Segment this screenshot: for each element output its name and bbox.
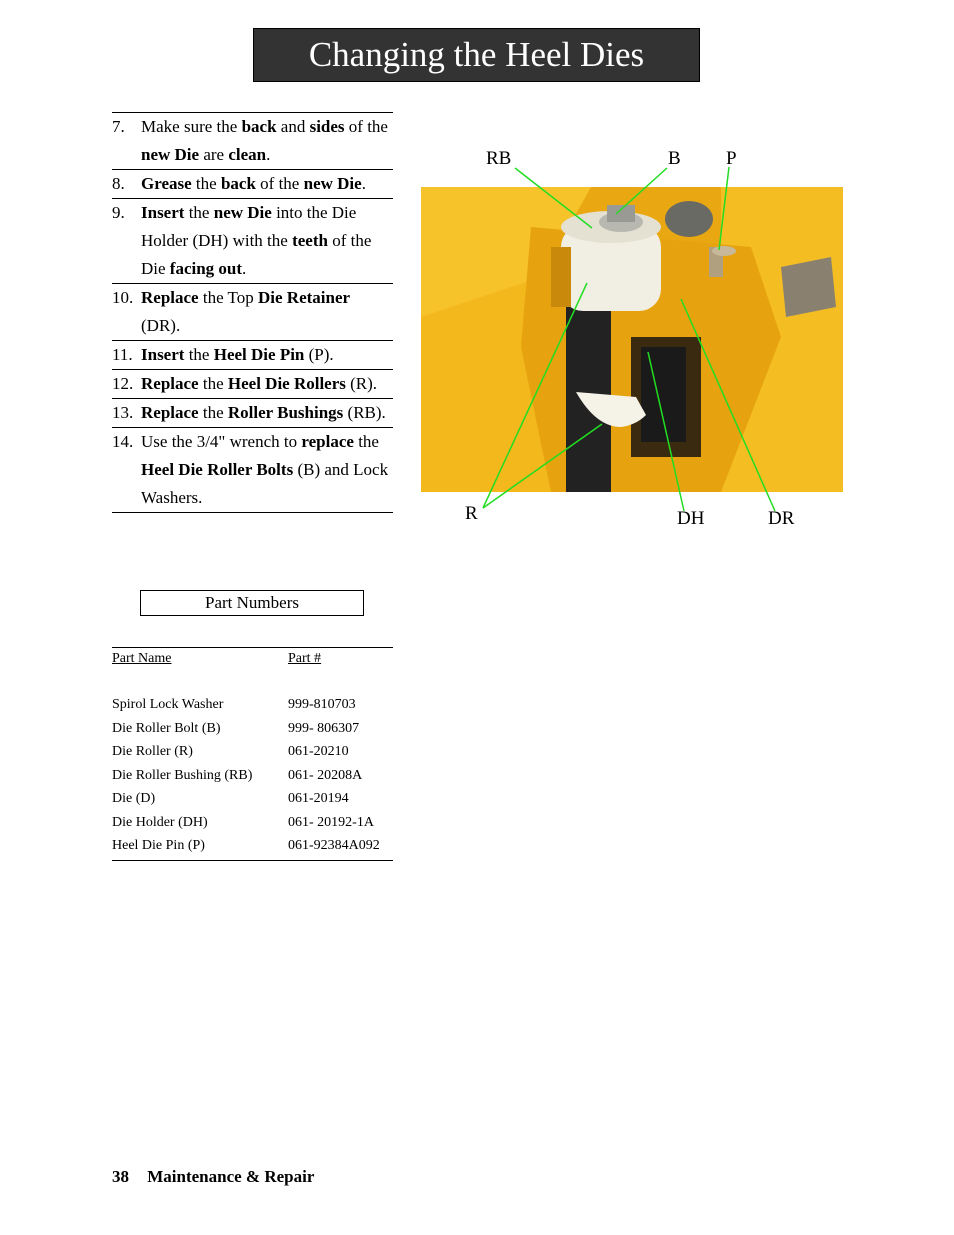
part-name: Die Roller Bolt (B) [112,720,221,736]
step-text [141,284,393,340]
step-emphasis: Die Retainer [258,288,351,307]
callout-label-dr: DR [768,508,795,529]
step-text-segment: (DR). [141,316,181,335]
part-number-header: Part # [288,651,322,666]
step-emphasis: back [220,174,256,193]
step-text-segment: of the [344,117,388,136]
step-emphasis: Replace [141,288,199,307]
step-text-segment: the [184,345,214,364]
parts-table-row [112,834,393,858]
step-text-segment: Use the 3/4" wrench to [141,432,302,451]
page-footer [112,1167,314,1187]
step-text-segment: (RB). [343,403,386,422]
part-number: 061- 20208A [288,767,363,783]
step-emphasis: Heel Die Pin [213,345,305,364]
step-text-segment: are [199,145,229,164]
part-number: 061-92384A092 [288,838,380,853]
step-text-segment: the [198,374,228,393]
step-number: 14. [112,432,134,451]
step-text-segment: of the [255,174,304,193]
callout-label-r: R [465,503,478,524]
step-text-segment: of the Die [141,231,372,278]
step-number: 12. [112,374,134,393]
parts-table-header [112,648,393,670]
part-number: 061- 20192-1A [288,814,374,830]
step-emphasis: new Die [141,145,200,164]
part-name: Die Holder (DH) [112,814,208,830]
step-text-segment: (R). [345,374,378,393]
step-text-segment: (P). [304,345,334,364]
instruction-step [112,170,393,199]
step-text-segment: (B) and Lock Washers. [141,460,389,507]
step-text-segment: . [266,145,271,164]
step-number: 8. [112,174,125,193]
parts-table [112,647,393,861]
step-text [141,170,393,198]
step-number: 10. [112,288,134,307]
step-text-segment: the Top [198,288,259,307]
step-text [141,370,393,398]
step-emphasis: Replace [141,374,199,393]
step-text [141,199,393,283]
step-text [141,399,393,427]
part-name-header: Part Name [112,651,172,666]
part-numbers-label: Part Numbers [140,590,364,616]
step-number: 7. [112,117,125,136]
callout-label-p: P [726,148,737,169]
parts-table-row [112,811,393,835]
step-text-segment: the [353,432,379,451]
callout-label-dh: DH [677,508,705,529]
instruction-step [112,341,393,370]
heel-die-photo [421,187,843,492]
step-emphasis: facing out [169,259,243,278]
part-number: 061-20210 [288,744,349,759]
part-name: Spirol Lock Washer [112,697,224,712]
step-text-segment: . [361,174,366,193]
page-title-box [253,28,700,82]
step-emphasis: teeth [292,231,328,250]
step-emphasis: back [241,117,277,136]
page-number: 38 [112,1167,129,1186]
parts-table-body [112,693,393,860]
instruction-step [112,399,393,428]
step-text [141,428,393,512]
step-emphasis: sides [309,117,345,136]
part-number: 999-810703 [288,697,356,712]
step-emphasis: Heel Die Roller Bolts [141,460,294,479]
instruction-step [112,199,393,284]
step-number: 9. [112,203,125,222]
step-emphasis: Insert [141,203,185,222]
step-text-segment: the [184,203,214,222]
step-number: 11. [112,345,133,364]
step-emphasis: Insert [141,345,185,364]
callout-label-b: B [668,148,681,169]
part-name: Die (D) [112,791,156,806]
instruction-step [112,428,393,513]
step-text-segment: the [198,403,228,422]
step-text-segment: Make sure the [141,117,242,136]
instruction-step [112,284,393,341]
parts-table-row [112,787,393,811]
step-emphasis: Grease [141,174,192,193]
section-name: Maintenance & Repair [147,1167,315,1186]
step-text-segment: into the Die Holder (DH) with the [141,203,357,250]
step-number: 13. [112,403,134,422]
parts-table-row [112,693,393,717]
instruction-steps [112,112,393,513]
part-name: Heel Die Pin (P) [112,838,205,853]
step-emphasis: Replace [141,403,199,422]
part-name: Die Roller (R) [112,744,193,759]
step-emphasis: clean [228,145,267,164]
step-emphasis: replace [301,432,354,451]
step-text-segment: . [242,259,247,278]
step-text [141,113,393,169]
heel-die-illustration [421,187,843,492]
step-emphasis: new Die [303,174,362,193]
step-emphasis: new Die [213,203,272,222]
parts-table-row [112,717,393,741]
step-text-segment: the [191,174,221,193]
parts-table-row [112,740,393,764]
page-title: Changing the Heel Dies [308,35,645,74]
callout-label-rb: RB [486,148,512,169]
part-number: 061-20194 [288,791,349,806]
instruction-step [112,370,393,399]
instruction-step [112,113,393,170]
step-text-segment: and [276,117,310,136]
step-emphasis: Roller Bushings [227,403,344,422]
parts-table-row [112,764,393,788]
part-name: Die Roller Bushing (RB) [112,767,253,783]
part-number: 999- 806307 [288,720,360,736]
step-emphasis: Heel Die Rollers [227,374,346,393]
step-text [141,341,393,369]
